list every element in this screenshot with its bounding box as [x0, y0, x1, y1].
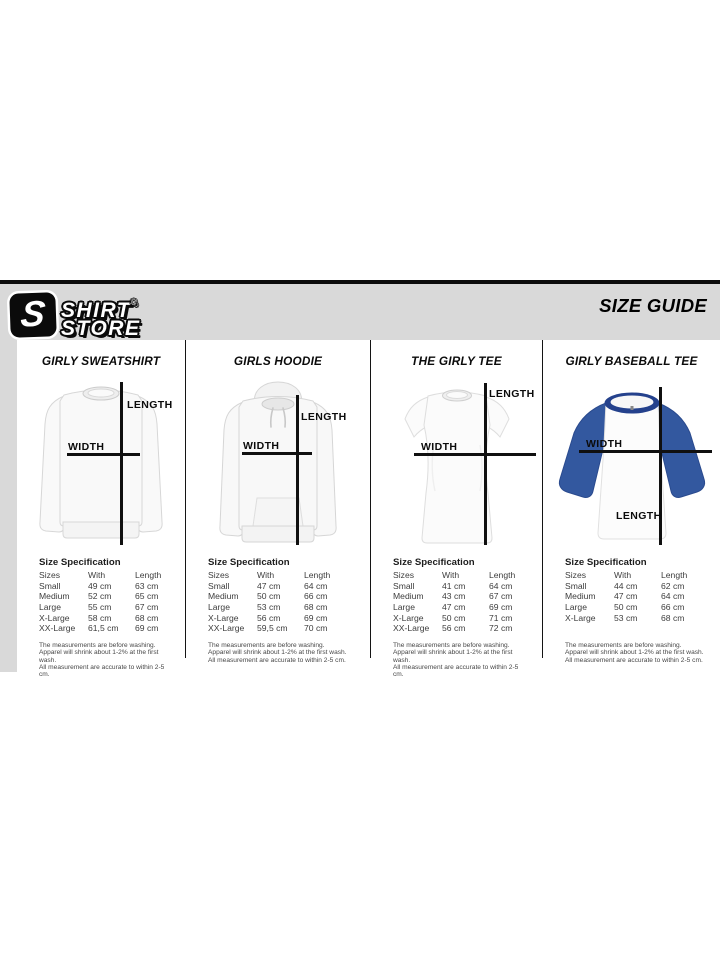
footnote-line: Apparel will shrink about 1-2% at the first wash. [393, 649, 513, 664]
width-header: With [88, 570, 106, 580]
length-line [296, 395, 299, 545]
logo-wordmark [61, 295, 140, 338]
footnote [393, 642, 530, 678]
length-value-cell: 68 cm [661, 612, 685, 623]
width-value-cell: 52 cm [88, 591, 112, 602]
product-title: GIRLS HOODIE [233, 354, 323, 368]
size-name-cell: X-Large [208, 612, 239, 623]
width-header: With [257, 570, 275, 580]
product-title: GIRLY SWEATSHIRT [41, 354, 161, 368]
width-value-cell: 53 cm [257, 602, 281, 613]
footnote-line: All measurement are accurate to within 2-5 cm. [393, 664, 519, 679]
width-value-cell: 58 cm [88, 612, 112, 623]
footnote-line: The measurements are before washing. [208, 642, 325, 650]
size-name-cell: Medium [565, 591, 596, 602]
spec-section [393, 557, 530, 679]
footnote-line: All measurement are accurate to within 2-5 cm. [39, 664, 165, 679]
size-rows [393, 581, 530, 635]
width-label: WIDTH [68, 441, 105, 453]
garment-figure [186, 378, 370, 550]
length-value-cell: 67 cm [489, 591, 513, 602]
sizes-header: Sizes [39, 570, 61, 580]
size-row [565, 591, 708, 602]
length-label: LENGTH [127, 399, 173, 411]
size-name-cell: Small [393, 580, 415, 591]
size-name-cell: Small [208, 580, 230, 591]
size-name-cell: XX-Large [393, 623, 430, 634]
width-value-cell: 47 cm [257, 580, 281, 591]
product-columns [17, 340, 720, 679]
length-value-cell: 67 cm [135, 602, 159, 613]
length-value-cell: 65 cm [135, 591, 159, 602]
length-value-cell: 68 cm [135, 612, 159, 623]
size-name-cell: Large [208, 602, 230, 613]
size-name-cell: X-Large [39, 612, 70, 623]
size-row [393, 581, 530, 592]
width-line [579, 450, 712, 453]
size-name-cell: Medium [393, 591, 424, 602]
footnote-line: All measurement are accurate to within 2-5 cm. [565, 656, 703, 664]
garment-figure [543, 378, 720, 550]
length-value-cell: 66 cm [661, 602, 685, 613]
footnote [208, 642, 358, 664]
length-header: Length [304, 570, 331, 580]
width-value-cell: 44 cm [614, 580, 638, 591]
length-value-cell: 63 cm [135, 580, 159, 591]
footnote-line: All measurement are accurate to within 2-5 cm. [208, 656, 346, 664]
length-header: Length [489, 570, 516, 580]
width-header: With [614, 570, 632, 580]
garment-figure [371, 378, 542, 550]
logo-s-letter: S [18, 291, 48, 335]
size-row [39, 613, 173, 624]
width-value-cell: 61,5 cm [88, 623, 119, 634]
size-name-cell: Small [39, 580, 61, 591]
length-value-cell: 69 cm [135, 623, 159, 634]
left-accent-strip [0, 340, 17, 672]
spec-table-header [208, 570, 358, 581]
length-value-cell: 66 cm [304, 591, 328, 602]
size-row [565, 602, 708, 613]
width-value-cell: 53 cm [614, 612, 638, 623]
brand-logo [10, 293, 140, 338]
sizes-header: Sizes [208, 570, 230, 580]
size-name-cell: Medium [208, 591, 239, 602]
footnote [565, 642, 708, 664]
size-row [39, 623, 173, 634]
size-name-cell: Large [39, 602, 61, 613]
width-value-cell: 56 cm [442, 623, 466, 634]
size-rows [565, 581, 708, 635]
width-label: WIDTH [243, 440, 280, 452]
size-row [208, 602, 358, 613]
size-name-cell: XX-Large [208, 623, 245, 634]
size-row [565, 581, 708, 592]
width-line [242, 452, 312, 455]
registered-mark: ® [131, 300, 137, 307]
logo-word-store: STORE [61, 317, 141, 340]
spec-section [39, 557, 173, 679]
size-row [208, 581, 358, 592]
length-value-cell: 64 cm [304, 580, 328, 591]
size-rows [208, 581, 358, 635]
width-label: WIDTH [421, 441, 458, 453]
size-row [39, 602, 173, 613]
length-header: Length [661, 570, 688, 580]
footnote [39, 642, 173, 678]
size-row [208, 591, 358, 602]
product-column-sweatshirt [17, 340, 185, 679]
footnote-line: The measurements are before washing. [39, 642, 156, 650]
length-line [484, 383, 487, 545]
length-value-cell: 71 cm [489, 612, 513, 623]
size-name-cell: Medium [39, 591, 70, 602]
sizes-header: Sizes [393, 570, 415, 580]
width-value-cell: 43 cm [442, 591, 466, 602]
width-value-cell: 41 cm [442, 580, 466, 591]
size-name-cell: Small [565, 580, 587, 591]
width-header: With [442, 570, 460, 580]
size-name-cell: X-Large [393, 612, 424, 623]
hoodie-graphic [205, 380, 351, 546]
size-row [393, 613, 530, 624]
garment-figure [17, 378, 185, 550]
length-value-cell: 69 cm [489, 602, 513, 613]
length-value-cell: 62 cm [661, 580, 685, 591]
footnote-line: Apparel will shrink about 1-2% at the first wash. [39, 649, 159, 664]
spec-heading: Size Specification [565, 557, 647, 568]
product-title: GIRLY BASEBALL TEE [565, 354, 698, 368]
size-row [393, 591, 530, 602]
footnote-line: The measurements are before washing. [393, 642, 510, 650]
width-value-cell: 50 cm [257, 591, 281, 602]
size-name-cell: Large [565, 602, 587, 613]
width-value-cell: 47 cm [442, 602, 466, 613]
size-row [393, 623, 530, 634]
width-value-cell: 50 cm [442, 612, 466, 623]
size-row [208, 623, 358, 634]
size-row [208, 613, 358, 624]
size-rows [39, 581, 173, 635]
spec-table-header [393, 570, 530, 581]
product-column-baseball-tee [542, 340, 720, 664]
length-value-cell: 64 cm [489, 580, 513, 591]
length-value-cell: 70 cm [304, 623, 328, 634]
width-line [414, 453, 536, 456]
length-label: LENGTH [301, 411, 347, 423]
width-value-cell: 56 cm [257, 612, 281, 623]
footnote-line: Apparel will shrink about 1-2% at the first wash. [565, 649, 704, 657]
spec-table-header [565, 570, 708, 581]
tee-graphic [382, 383, 532, 545]
size-name-cell: Large [393, 602, 415, 613]
width-value-cell: 50 cm [614, 602, 638, 613]
spec-heading: Size Specification [393, 557, 475, 568]
product-column-hoodie [185, 340, 370, 664]
width-line [67, 453, 140, 456]
width-label: WIDTH [586, 438, 623, 450]
footnote-line: The measurements are before washing. [565, 642, 682, 650]
length-value-cell: 64 cm [661, 591, 685, 602]
length-line [120, 382, 123, 545]
size-row [39, 581, 173, 592]
size-row [565, 613, 708, 624]
width-value-cell: 59,5 cm [257, 623, 288, 634]
width-value-cell: 55 cm [88, 602, 112, 613]
product-title: THE GIRLY TEE [411, 354, 502, 368]
width-value-cell: 49 cm [88, 580, 112, 591]
length-value-cell: 68 cm [304, 602, 328, 613]
spec-table-header [39, 570, 173, 581]
spec-heading: Size Specification [208, 557, 290, 568]
length-value-cell: 72 cm [489, 623, 513, 634]
footnote-line: Apparel will shrink about 1-2% at the first wash. [208, 649, 347, 657]
width-value-cell: 47 cm [614, 591, 638, 602]
length-label: LENGTH [489, 388, 535, 400]
length-label: LENGTH [616, 510, 662, 522]
spec-section [208, 557, 358, 664]
logo-s-badge [9, 292, 57, 338]
size-row [393, 602, 530, 613]
spec-heading: Size Specification [39, 557, 121, 568]
sizes-header: Sizes [565, 570, 587, 580]
size-name-cell: X-Large [565, 612, 596, 623]
length-header: Length [135, 570, 162, 580]
length-value-cell: 69 cm [304, 612, 328, 623]
product-column-girly-tee [370, 340, 542, 679]
page-title: SIZE GUIDE [599, 295, 707, 316]
size-name-cell: XX-Large [39, 623, 76, 634]
size-row [39, 591, 173, 602]
spec-section [565, 557, 708, 664]
logo-word-shirt: SHIRT [61, 299, 132, 322]
